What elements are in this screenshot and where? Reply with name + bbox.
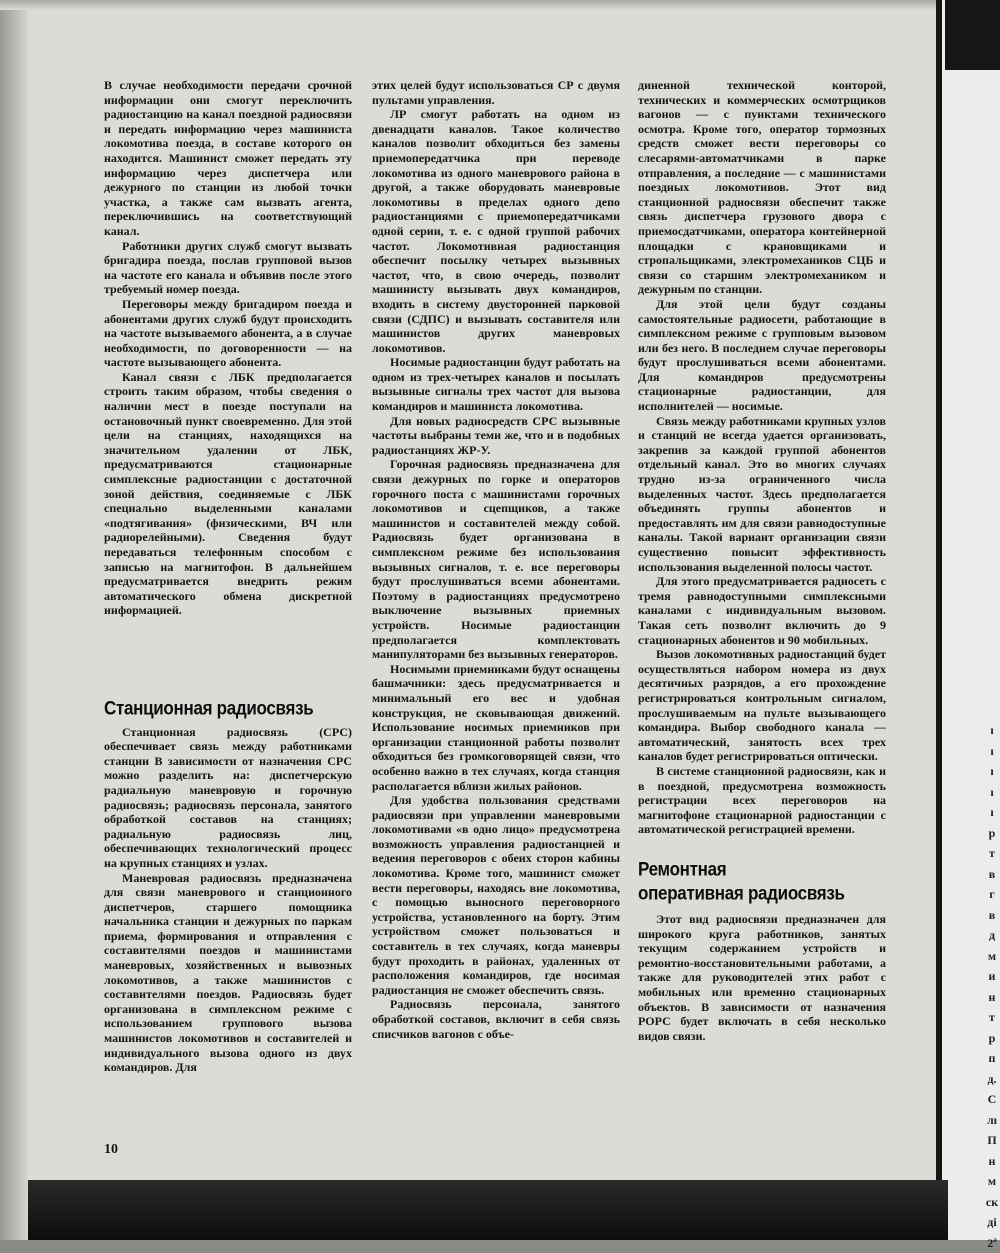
margin-fragment: н (984, 1151, 1000, 1172)
paragraph: Переговоры между бригадиром поезда и абонентами других служб будут происходить на частоте вызываемого абонента, а в случае необходимости, по договоренности — на частоте вызывающего абонента. (104, 297, 352, 370)
margin-fragment: и (984, 966, 1000, 987)
margin-fragment: лı (984, 1110, 1000, 1131)
paragraph: Связь между работниками крупных узлов и станций не всегда удается организовать, закрепив за каждой группой абонентов отдельный канал. Это во многих случаях трудно из-за ограниченного числа выделенных частот. Здесь предполагается объединять группы абонентов и предоставлять им для связи равнодоступные каналы. Такой вариант организации связи существенно повысит эффективность использования выделенной полосы частот. (638, 414, 886, 575)
margin-fragment: в (984, 864, 1000, 885)
margin-fragment: д (984, 925, 1000, 946)
paragraph: Станционная радиосвязь (СРС) обеспечивает связь между работниками станции В зависимости от назначения СРС можно разделить на: диспетчерскую радиальную маневровую и горочную радиосвязь; радиосвязь персонала, занятого обработкой составов на станциях; радиальную радиосвязь лиц, обеспечивающих технологический процесс на крупных станциях и узлах. (104, 725, 352, 871)
margin-fragment: р (984, 823, 1000, 844)
margin-fragment: ı (984, 782, 1000, 803)
margin-fragment: м (984, 946, 1000, 967)
section-heading: Ремонтная (638, 862, 886, 879)
margin-fragment: г (984, 884, 1000, 905)
margin-fragment: ск (984, 1192, 1000, 1213)
paragraph: Этот вид радиосвязи предназначен для широкого круга работников, занятых текущим содержанием устройств и ремонтно-восстановительными работами, а также для руководителей этих работ с мобильных или временно стационарных объектов. В зависимости от назначения РОРС будет включать в себя несколько видов связи. (638, 912, 886, 1043)
margin-fragment: ı (984, 741, 1000, 762)
margin-fragment: м (984, 1171, 1000, 1192)
paragraph: диненной технической конторой, технических и коммерческих осмотрщиков вагонов — с пунктами технического осмотра. Кроме того, оператор тормозных средств сможет вести переговоры со слесарями-автоматчиками в парке отправления, а последние — с машинистами поездных локомотивов. Этот вид станционной радиосвязи обеспечит также связь диспетчера грузового двора с приемосдатчиками, оператора контейнерной площадки с крановщиками и стропальщиками, электромехаников СЦБ и связи со старшим электромехаником и дежурным по станции. (638, 78, 886, 297)
paragraph: Маневровая радиосвязь предназначена для связи маневрового и станционного диспетчеров, старшего помощника начальника станции и дежурных по паркам приема, формирования и отправления с составителями поездов и машинистами маневровых, хозяйственных и вывозных локомотивов, а также машинистов с составителями поездов. Радиосвязь будет организована в симплексном режиме с использованием группового вызова машинистов локомотивов и составителей и индивидуального вызова одного из двух командиров. Для (104, 871, 352, 1075)
text-column-3 (638, 78, 886, 1043)
margin-fragment: р (984, 1028, 1000, 1049)
paragraph: ЛР смогут работать на одном из двенадцати каналов. Такое количество каналов позволит обходиться без замены приемопередатчика при переводе локомотива из одного маневрового района в другой, а также оборудовать маневровые локомотивы в пределах одного депо радиостанциями с приемопередатчиками одной серии, т. е. с одной группой рабочих частот. Локомотивная радиостанция обеспечит посылку четырех вызывных частот, что, в свою очередь, позволит машинисту вызывать двух командиров, входить в систему двусторонней парковой связи (СДПС) и вызывать составителя или машинистов других маневровых локомотивов. (372, 107, 620, 355)
margin-fragment: п (984, 1048, 1000, 1069)
paragraph: этих целей будут использоваться СР с двумя пультами управления. (372, 78, 620, 107)
text-column-2 (372, 78, 620, 1041)
section-heading: Станционная радиосвязь (104, 701, 352, 718)
margin-fragment: т (984, 1007, 1000, 1028)
page-shadow-top (0, 0, 1000, 10)
margin-fragment: в (984, 905, 1000, 926)
paragraph: В случае необходимости передачи срочной информации они смогут переключить радиостанцию на канал поездной радиосвязи и передать информацию через машиниста локомотива поезда, в составе которого он находится. Машинист сможет передать эту информацию через диспетчера или дежурного по станции из любой точки участка, а также сам вызвать агента, переключившись на соответствующий канал. (104, 78, 352, 239)
paragraph: Горочная радиосвязь предназначена для связи дежурных по горке и операторов горочного поста с машинистами горочных локомотивов и сцепщиков, а также машинистов и составителей между собой. Радиосвязь будет организована в симплексном режиме без использования вызывных сигналов, т. е. все переговоры будут прослушиваться всеми абонентами. Поэтому в радиостанциях предусмотрено выключение вызывных приемных устройств. Носимые радиостанции предполагается комплектовать манипуляторами без вызывных генераторов. (372, 457, 620, 661)
paragraph: В системе станционной радиосвязи, как и в поездной, предусмотрена возможность регистрации всех переговоров на магнитофоне стационарной радиостанции с автоматической регистрацией времени. (638, 764, 886, 837)
paragraph: Для удобства пользования средствами радиосвязи при управлении маневровыми локомотивами «в одно лицо» предусмотрена возможность управления радиостанцией и ведения переговоров с обеих сторон кабины локомотива. Кроме того, машинист сможет вести переговоры, находясь вне локомотива, с помощью выносного переговорного устройства, установленного на борту. Этим устройством сможет пользоваться и составитель в тех случаях, когда маневры будут проходить в районах, удаленных от расположения командиров, где носимая радиостанция не сможет обеспечить связь. (372, 793, 620, 997)
margin-fragment: д. (984, 1069, 1000, 1090)
paragraph: Для новых радиосредств СРС вызывные частоты выбраны теми же, что и в подобных радиостанциях ЖР-У. (372, 414, 620, 458)
margin-fragment: ı (984, 761, 1000, 782)
section-heading: оперативная радиосвязь (638, 886, 886, 903)
margin-fragment: 2ª (984, 1233, 1000, 1253)
scan-edge-dark-corner (945, 0, 1000, 70)
margin-fragment: т (984, 843, 1000, 864)
scan-bottom-shadow (28, 1180, 948, 1240)
margin-fragment: ді (984, 1212, 1000, 1233)
binding-spine (936, 0, 942, 1240)
margin-fragment: С (984, 1089, 1000, 1110)
facing-page-margin-fragments (984, 720, 1000, 1253)
page-number: 10 (104, 1142, 118, 1158)
paragraph: Носимыми приемниками будут оснащены башмачники: здесь предусматривается и минимальный его вес и удобная конструкция, не сковывающая движений. Использование носимых приемников при организации станционной работы позволит обходиться без громкоговорящей связи, что особенно важно в тех случаях, когда станция располагается вблизи жилых районов. (372, 662, 620, 793)
paragraph: Работники других служб смогут вызвать бригадира поезда, послав групповой вызов на частоте его канала и объявив после этого требуемый номер поезда. (104, 239, 352, 297)
margin-fragment: н (984, 987, 1000, 1008)
margin-fragment: ı (984, 720, 1000, 741)
text-column-1 (104, 78, 352, 1075)
paragraph: Радиосвязь персонала, занятого обработкой составов, включит в себя связь списчиков вагонов с объе- (372, 997, 620, 1041)
page-shadow-left (0, 0, 28, 1240)
paragraph: Для этого предусматривается радиосеть с тремя равнодоступными симплексными каналами с индивидуальным вызовом. Такая сеть позволит включить до 9 стационарных абонентов и 90 мобильных. (638, 574, 886, 647)
paragraph: Канал связи с ЛБК предполагается строить таким образом, чтобы сведения о наличии мест в поезде поступали на остановочный пункт своевременно. Для этой цели на станциях, находящихся на значительном удалении от ЛБК, предусматриваются стационарные симплексные радиостанции с достаточной зоной действия, соединяемые с ЛБК специально выделенными каналами «подтягивания» (физическими, ВЧ или радиорелейными). Сведения будут передаваться телефонным способом с записью на магнитофон. В дальнейшем предусматривается внедрить режим автоматического обмена дискретной информацией. (104, 370, 352, 618)
paragraph: Вызов локомотивных радиостанций будет осуществляться набором номера из двух десятичных разрядов, а его прохождение регистрироваться контрольным сигналом, прослушиваемым на пульте вызывающего командира. Выбор свободного канала — автоматический, занятость всех трех каналов будет регистрироваться оптически. (638, 647, 886, 764)
margin-fragment: ı (984, 802, 1000, 823)
paragraph: Носимые радиостанции будут работать на одном из трех-четырех каналов и посылать вызывные сигналы трех частот для вызова командиров и машиниста локомотива. (372, 355, 620, 413)
paragraph: Для этой цели будут созданы самостоятельные радиосети, работающие в симплексном режиме с групповым вызовом или без него. В последнем случае переговоры будут прослушиваться всеми абонентами. Для командиров предусмотрены стационарные радиостанции, для исполнителей — носимые. (638, 297, 886, 414)
margin-fragment: П (984, 1130, 1000, 1151)
